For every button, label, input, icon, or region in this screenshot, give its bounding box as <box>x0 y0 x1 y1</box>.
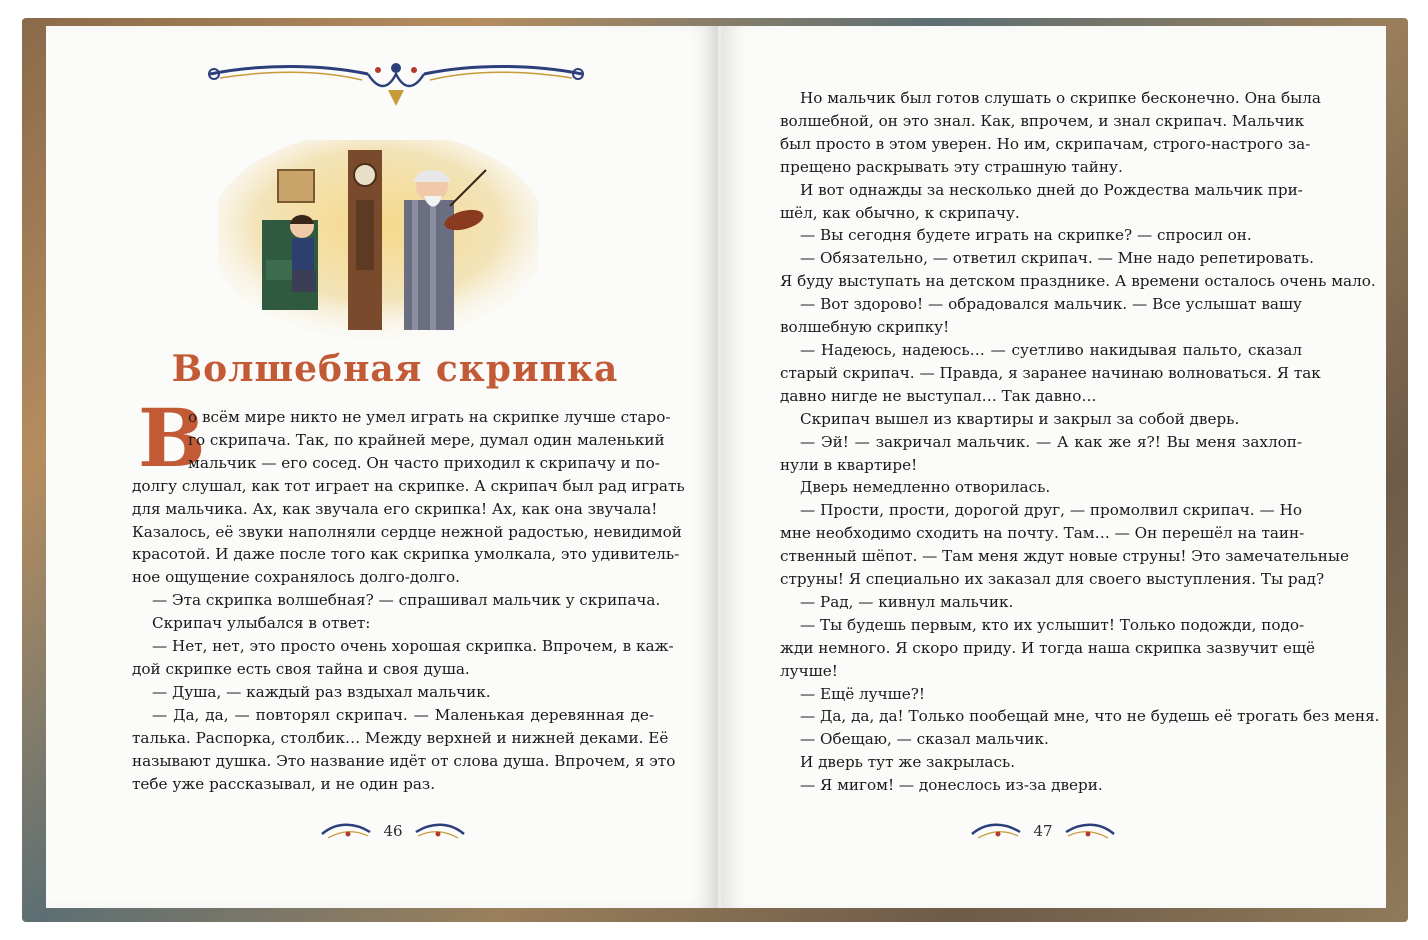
text-line: долгу слушал, как тот играет на скрипке. А скрипач был рад играть <box>132 476 685 495</box>
text-line: — Надеюсь, надеюсь… — суетливо накидывая пальто, сказал <box>800 340 1302 359</box>
text-line: Казалось, её звуки наполняли сердце нежной радостью, невидимой <box>132 522 682 541</box>
text-line: — Я мигом! — донеслось из-за двери. <box>800 776 1103 795</box>
text-line: давно нигде не выступал… Так давно… <box>780 386 1097 405</box>
text-line: — Эй! — закричал мальчик. — А как же я?! Вы меня захлоп- <box>800 432 1302 451</box>
text-line: струны! Я специально их заказал для своего выступления. Ты рад? <box>780 570 1325 589</box>
left-page-number-ornament <box>318 820 468 846</box>
illustration-violinist-and-boy <box>218 140 538 340</box>
chapter-title: Волшебная скрипка <box>171 348 619 390</box>
page-number: 47 <box>1033 822 1053 840</box>
text-line: ственный шёпот. — Там меня ждут новые струны! Это замечательные <box>780 547 1349 566</box>
text-line: — Вот здорово! — обрадовался мальчик. — Все услышат вашу <box>800 295 1302 314</box>
text-line: — Обещаю, — сказал мальчик. <box>800 730 1049 749</box>
text-line: — Да, да, — повторял скрипач. — Маленькая деревянная де- <box>152 705 654 724</box>
text-line: Я буду выступать на детском празднике. А времени осталось очень мало. <box>780 272 1376 291</box>
text-line: Скрипач вышел из квартиры и закрыл за собой дверь. <box>800 409 1240 428</box>
text-line: талька. Распорка, столбик… Между верхней и нижней деками. Её <box>132 728 669 747</box>
text-line: И вот однажды за несколько дней до Рождества мальчик при- <box>800 180 1303 199</box>
text-line: ное ощущение сохранялось долго-долго. <box>132 568 460 587</box>
text-line: го скрипача. Так, по крайней мере, думал один маленький <box>188 430 665 449</box>
text-line: И дверь тут же закрылась. <box>800 753 1016 772</box>
text-line: мне необходимо сходить на почту. Там… — Он перешёл на таин- <box>780 524 1305 543</box>
right-page-number-ornament <box>968 820 1118 846</box>
page-number: 46 <box>383 822 403 840</box>
text-line: — Душа, — каждый раз вздыхал мальчик. <box>152 682 491 701</box>
text-line: жди немного. Я скоро приду. И тогда наша скрипка зазвучит ещё <box>780 638 1315 657</box>
text-line: Дверь немедленно отворилась. <box>800 478 1051 497</box>
text-line: волшебную скрипку! <box>780 318 950 337</box>
text-line: лучше! <box>780 661 838 680</box>
text-line: тебе уже рассказывал, и не один раз. <box>132 774 436 793</box>
text-line: Но мальчик был готов слушать о скрипке бесконечно. Она была <box>800 89 1321 107</box>
text-line: — Ещё лучше?! <box>800 684 926 703</box>
text-line: о всём мире никто не умел играть на скрипке лучше старо- <box>188 408 671 426</box>
text-line: — Вы сегодня будете играть на скрипке? — спросил он. <box>800 226 1252 245</box>
text-line: шёл, как обычно, к скрипачу. <box>780 203 1020 222</box>
text-line: красотой. И даже после того как скрипка умолкала, это удивитель- <box>132 545 680 564</box>
text-line: мальчик — его сосед. Он часто приходил к скрипачу и по- <box>188 453 660 472</box>
text-line: Скрипач улыбался в ответ: <box>152 614 371 633</box>
text-line: — Да, да, да! Только пообещай мне, что не будешь её трогать без меня. <box>800 707 1380 726</box>
text-line: волшебной, он это знал. Как, впрочем, и знал скрипач. Мальчик <box>780 111 1305 130</box>
text-line: — Ты будешь первым, кто их услышит! Только подожди, подо- <box>800 615 1305 634</box>
left-page-text <box>132 406 685 795</box>
text-line: для мальчика. Ах, как звучала его скрипка! Ах, как она звучала! <box>132 499 658 518</box>
text-line: — Обязательно, — ответил скрипач. — Мне надо репетировать. <box>800 249 1314 268</box>
right-page-text <box>780 87 1380 797</box>
text-line: был просто в этом уверен. Но им, скрипачам, строго-настрого за- <box>780 134 1311 153</box>
text-line: прещено раскрывать эту страшную тайну. <box>780 157 1123 176</box>
text-line: называют душка. Это название идёт от слова душа. Впрочем, я это <box>132 751 676 770</box>
text-line: старый скрипач. — Правда, я заранее начинаю волноваться. Я так <box>780 363 1321 382</box>
text-line: — Эта скрипка волшебная? — спрашивал мальчик у скрипача. <box>152 591 661 610</box>
text-line: — Нет, нет, это просто очень хорошая скрипка. Впрочем, в каж- <box>152 637 674 656</box>
drop-cap: В <box>138 391 206 485</box>
text-line: нули в квартире! <box>780 455 918 474</box>
text-line: дой скрипке есть своя тайна и своя душа. <box>132 659 470 678</box>
text-line: — Прости, прости, дорогой друг, — промолвил скрипач. — Но <box>800 501 1302 520</box>
text-line: — Рад, — кивнул мальчик. <box>800 592 1014 611</box>
top-ornament <box>200 60 592 112</box>
